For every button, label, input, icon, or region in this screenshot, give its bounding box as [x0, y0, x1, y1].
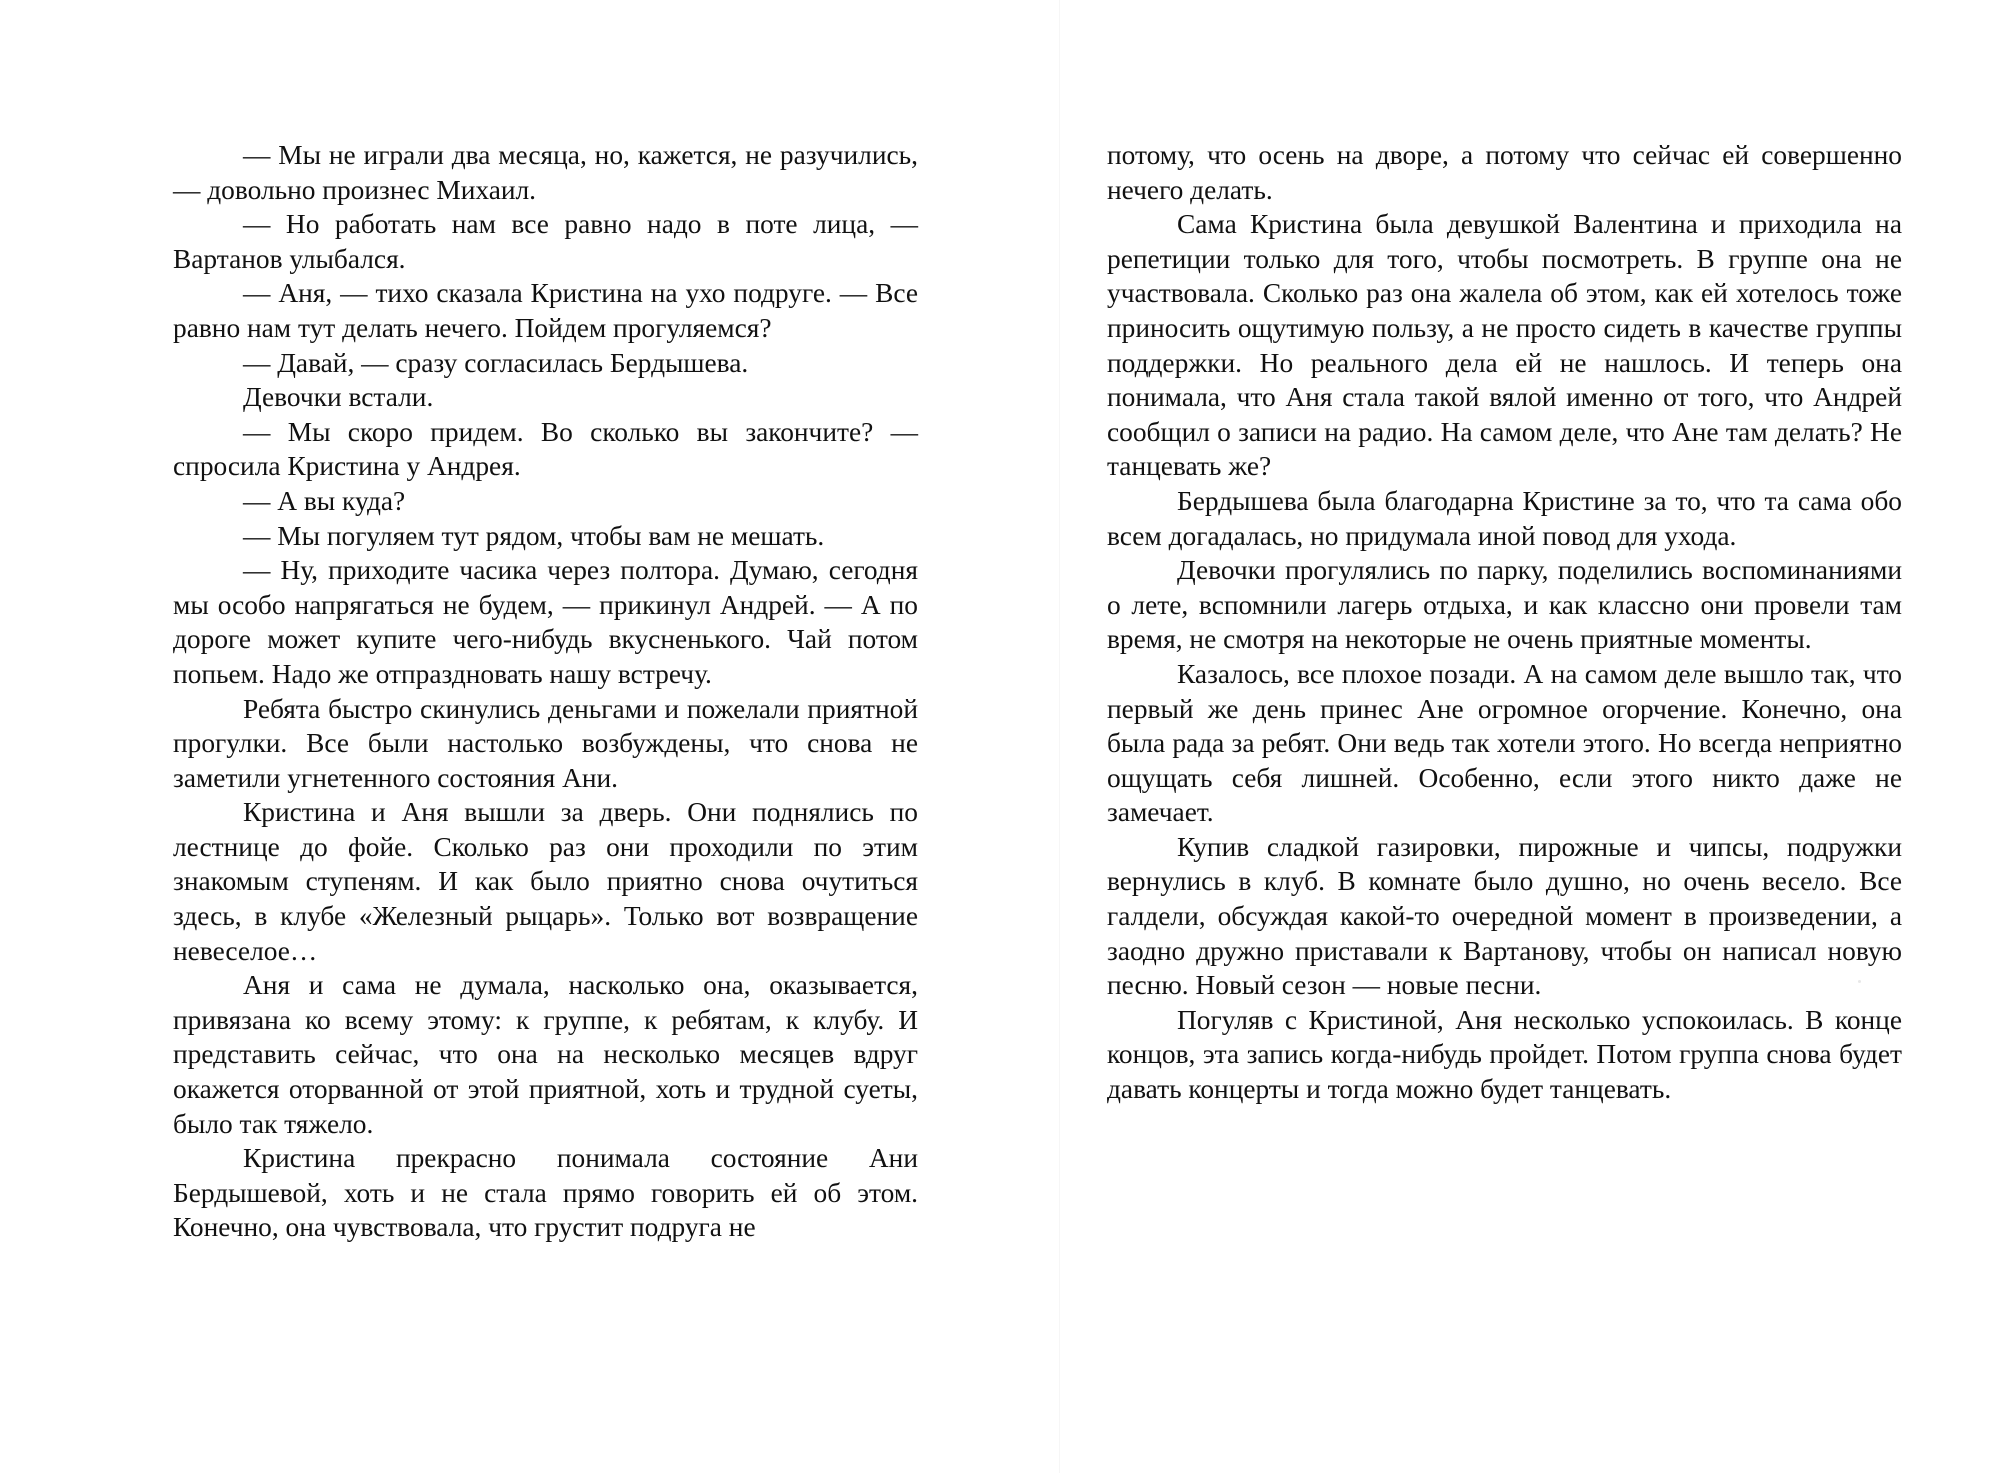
right-page-text	[1107, 138, 1902, 1107]
left-page	[0, 0, 980, 1473]
paragraph: Погуляв с Кристиной, Аня несколько успокоилась. В конце концов, эта запись когда-нибудь пройдет. Потом группа снова будет давать концерты и тогда можно будет танцевать.	[1107, 1004, 1902, 1105]
paragraph: Аня и сама не думала, насколько она, оказывается, привязана ко всему этому: к группе, к ребятам, к клубу. И представить сейчас, что она на несколько месяцев вдруг окажется оторванной от этой приятной, хоть и трудной суеты, было так тяжело.	[173, 970, 918, 1139]
paragraph: Купив сладкой газировки, пирожные и чипсы, подружки вернулись в клуб. В комнате было душно, но очень весело. Все галдели, обсуждая какой-то очередной момент в произведении, а заодно дружно приставали к Вартанову, чтобы он написал новую песню. Новый сезон — новые песни.	[1107, 831, 1902, 1001]
paragraph: Кристина прекрасно понимала состояние Ани Бердышевой, хоть и не стала прямо говорить ей об этом. Конечно, она чувствовала, что грустит подруга не	[173, 1143, 918, 1243]
paragraph: — Но работать нам все равно надо в поте лица, — Вартанов улыбался.	[173, 209, 918, 274]
paragraph: — Мы не играли два месяца, но, кажется, не разучились, — довольно произнес Михаил.	[173, 140, 918, 205]
paragraph: — Мы погуляем тут рядом, чтобы вам не мешать.	[243, 520, 825, 551]
paragraph: Ребята быстро скинулись деньгами и пожелали приятной прогулки. Все были настолько возбуждены, что снова не заметили угнетенного состояния Ани.	[173, 693, 918, 793]
paragraph-continuation: потому, что осень на дворе, а потому что сейчас ей совершенно нечего делать.	[1107, 140, 1902, 205]
paragraph: Сама Кристина была девушкой Валентина и приходила на репетиции только для того, чтобы посмотреть. В группе она не участвовала. Сколько раз она жалела об этом, как ей хотелось тоже приносить ощутимую пользу, а не просто сидеть в качестве группы поддержки. Но реального дела ей не нашлось. И теперь она понимала, что Аня стала такой вялой именно от того, что Андрей сообщил о записи на радио. На самом деле, что Ане там делать? Не танцевать же?	[1107, 209, 1902, 482]
paragraph: Девочки встали.	[243, 382, 434, 413]
paragraph: Казалось, все плохое позади. А на самом деле вышло так, что первый же день принес Ане огромное огорчение. Конечно, она была рада за ребят. Они ведь так хотели этого. Но всегда неприятно ощущать себя лишней. Особенно, если этого никто даже не замечает.	[1107, 658, 1902, 828]
paragraph: — Давай, — сразу согласилась Бердышева.	[243, 347, 749, 378]
right-page	[1060, 0, 2000, 1473]
page-speck	[1858, 980, 1861, 983]
paragraph: — Ну, приходите часика через полтора. Думаю, сегодня мы особо напрягаться не будем, — прикинул Андрей. — А по дороге может купите чего-нибудь вкусненького. Чай потом попьем. Надо же отпраздновать нашу встречу.	[173, 555, 918, 689]
paragraph: — Мы скоро придем. Во сколько вы закончите? — спросила Кристина у Андрея.	[173, 416, 918, 482]
paragraph: Бердышева была благодарна Кристине за то, что та сама обо всем догадалась, но придумала иной повод для ухода.	[1107, 485, 1902, 551]
paragraph: Кристина и Аня вышли за дверь. Они поднялись по лестнице до фойе. Сколько раз они проходили по этим знакомым ступеням. И как было приятно снова очутиться здесь, в клубе «Железный рыцарь». Только вот возвращение невеселое…	[173, 797, 918, 966]
paragraph: — Аня, — тихо сказала Кристина на ухо подруге. — Все равно нам тут делать нечего. Пойдем прогуляемся?	[173, 278, 918, 343]
paragraph: — А вы куда?	[243, 485, 406, 516]
paragraph: Девочки прогулялись по парку, поделились воспоминаниями о лете, вспомнили лагерь отдыха, и как классно они провели там время, не смотря на некоторые не очень приятные моменты.	[1107, 555, 1902, 655]
left-page-text	[173, 138, 918, 1245]
